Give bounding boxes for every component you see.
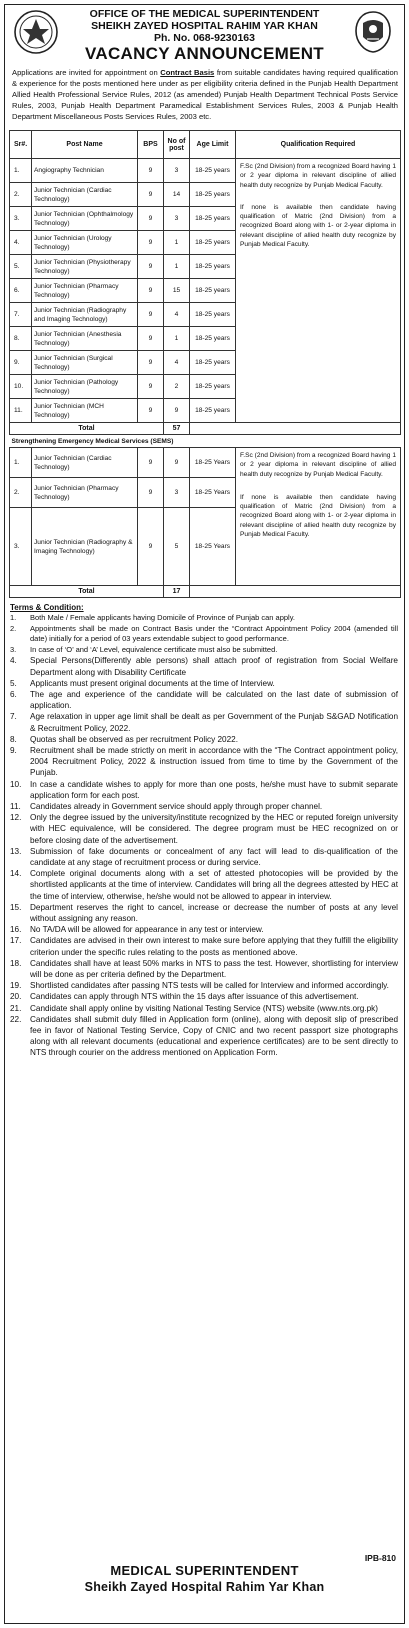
row-bps: 9 xyxy=(138,303,164,327)
sems-total-value: 17 xyxy=(164,586,190,598)
term-number: 18. xyxy=(10,958,22,968)
term-number: 4. xyxy=(10,656,17,666)
term-item xyxy=(10,846,398,868)
term-text: Applicants must present original documents at the time of Interview. xyxy=(30,678,275,688)
row-sr: 3. xyxy=(10,207,32,231)
row-age-limit: 18-25 years xyxy=(190,399,236,423)
row-bps: 9 xyxy=(138,279,164,303)
row-age-limit: 18-25 Years xyxy=(190,478,236,508)
row-sr: 4. xyxy=(10,231,32,255)
table-row xyxy=(10,448,401,478)
term-text: Candidate shall apply online by visiting National Testing Service (NTS) website (www.nts.org.pk) xyxy=(30,1003,378,1013)
office-title: OFFICE OF THE MEDICAL SUPERINTENDENT xyxy=(89,8,320,20)
footer xyxy=(5,1553,404,1623)
term-number: 10. xyxy=(10,779,22,789)
term-item xyxy=(10,779,398,801)
row-bps: 9 xyxy=(138,231,164,255)
term-text: No TA/DA will be allowed for appearance in any test or interview. xyxy=(30,925,264,935)
term-text: Complete original documents along with a set of attested photocopies will be provided by the shortlisted applicants at the time of interview. Candidates will bring all the degrees attested by HEC at the time of interview, otherwise, he/she would not be allowed to appear in interview. xyxy=(30,869,398,901)
row-sr: 2. xyxy=(10,183,32,207)
row-age-limit: 18-25 years xyxy=(190,231,236,255)
row-sr: 3. xyxy=(10,508,32,586)
row-age-limit: 18-25 years xyxy=(190,375,236,399)
row-no-of-post: 15 xyxy=(164,279,190,303)
term-item xyxy=(10,935,398,957)
table-row xyxy=(10,159,401,183)
row-post-name: Junior Technician (Urology Technology) xyxy=(32,231,138,255)
sems-section-row xyxy=(10,435,401,448)
sems-title: Strengthening Emergency Medical Services (SEMS) xyxy=(10,435,401,448)
row-no-of-post: 1 xyxy=(164,255,190,279)
ipb-number: IPB-810 xyxy=(364,1553,396,1563)
term-item xyxy=(10,645,398,656)
row-post-name: Junior Technician (Pharmacy Technology) xyxy=(32,478,138,508)
term-text: Special Persons(Differently able persons) shall attach proof of registration from Social Welfare Department along with Disability Certificate xyxy=(30,656,398,677)
row-bps: 9 xyxy=(138,159,164,183)
term-item xyxy=(10,902,398,924)
term-item xyxy=(10,678,398,689)
sems-total-row xyxy=(10,586,401,598)
term-number: 7. xyxy=(10,712,17,722)
term-text: Submission of fake documents or concealment of any fact will lead to dis-qualification of the candidate at any stage of recruitment process or during service. xyxy=(30,846,398,868)
total-label: Total xyxy=(10,423,164,435)
term-item xyxy=(10,734,398,745)
row-bps: 9 xyxy=(138,399,164,423)
term-number: 12. xyxy=(10,813,22,823)
row-no-of-post: 9 xyxy=(164,448,190,478)
row-no-of-post: 3 xyxy=(164,478,190,508)
term-text: Candidates shall submit duly filled in Application form (online), along with deposit slip of prescribed fee in favor of National Testing Service, Copy of CNIC and two recent passport size photographs along with all relevant documents (educational and experience certificates) are to be sent directly to NTS through courier on the address mentioned on Application Form. xyxy=(30,1014,398,1058)
row-age-limit: 18-25 years xyxy=(190,159,236,183)
term-number: 5. xyxy=(10,678,17,688)
row-sr: 2. xyxy=(10,478,32,508)
row-age-limit: 18-25 years xyxy=(190,279,236,303)
term-text: The age and experience of the candidate will be calculated on the last date of submission of application. xyxy=(30,689,398,711)
term-number: 16. xyxy=(10,925,22,935)
row-age-limit: 18-25 years xyxy=(190,183,236,207)
terms-title: Terms & Condition: xyxy=(10,603,84,612)
term-text: Only the degree issued by the university/institute recognized by the HEC or reputed foreign university with HEC equivalence, will be considered. The degree program must be HEC recognized on or before closing date of the advertisement. xyxy=(30,813,398,845)
row-bps: 9 xyxy=(138,478,164,508)
term-item xyxy=(10,991,398,1002)
term-item xyxy=(10,980,398,991)
term-item xyxy=(10,624,398,645)
term-number: 1. xyxy=(10,613,17,622)
row-sr: 1. xyxy=(10,448,32,478)
term-item xyxy=(10,868,398,902)
term-item xyxy=(10,924,398,935)
hospital-name: SHEIKH ZAYED HOSPITAL RAHIM YAR KHAN xyxy=(91,20,318,32)
terms-list xyxy=(10,613,398,1059)
sems-qualification-cell xyxy=(236,448,401,586)
row-age-limit: 18-25 years xyxy=(190,255,236,279)
row-no-of-post: 9 xyxy=(164,399,190,423)
row-post-name: Junior Technician (Radiography and Imaging Technology) xyxy=(32,303,138,327)
row-sr: 7. xyxy=(10,303,32,327)
total-row xyxy=(10,423,401,435)
term-text: Candidates shall have at least 50% marks in NTS to pass the test. However, shortlisting for interview will be done as per criteria defined by the Department. xyxy=(30,958,398,980)
qualification-cell xyxy=(236,159,401,423)
term-number: 13. xyxy=(10,846,22,856)
term-item xyxy=(10,613,398,624)
term-text: Recruitment shall be made strictly on merit in accordance with the “The Contract appointment policy, 2004 Recruitment Policy, 2022 & instruction issued from time to time by the Government of the Punjab. xyxy=(30,746,398,778)
term-number: 14. xyxy=(10,869,22,879)
header xyxy=(5,5,404,67)
term-item xyxy=(10,745,398,779)
row-post-name: Junior Technician (Ophthalmology Technology) xyxy=(32,207,138,231)
col-sr: Sr#. xyxy=(10,131,32,159)
row-bps: 9 xyxy=(138,255,164,279)
hospital-emblem-icon xyxy=(13,9,59,55)
row-no-of-post: 1 xyxy=(164,231,190,255)
row-no-of-post: 5 xyxy=(164,508,190,586)
sems-qualification-primary: F.Sc (2nd Division) from a recognized Board having 1 or 2 year diploma in relevant discipline of allied health duty recognize by Punjab Medical Faculty. xyxy=(240,452,396,478)
signatory-title: MEDICAL SUPERINTENDENT xyxy=(110,1563,299,1578)
row-bps: 9 xyxy=(138,183,164,207)
row-post-name: Junior Technician (MCH Technology) xyxy=(32,399,138,423)
terms-section xyxy=(5,602,404,1059)
term-text: Quotas shall be observed as per recruitment Policy 2022. xyxy=(30,734,238,744)
col-post-name: Post Name xyxy=(32,131,138,159)
advertisement-page xyxy=(4,4,405,1624)
row-post-name: Junior Technician (Pathology Technology) xyxy=(32,375,138,399)
term-item xyxy=(10,689,398,711)
term-number: 9. xyxy=(10,746,17,755)
row-no-of-post: 3 xyxy=(164,159,190,183)
term-number: 3. xyxy=(10,644,17,654)
term-number: 20. xyxy=(10,992,22,1002)
term-text: In case of ‘O’ and ‘A’ Level, equivalence certificate must also be submitted. xyxy=(30,644,278,654)
row-post-name: Junior Technician (Pharmacy Technology) xyxy=(32,279,138,303)
qualification-primary: F.Sc (2nd Division) from a recognized Board having 1 or 2 year diploma in relevant discipline of allied health duty recognize by Punjab Medical Faculty. xyxy=(240,163,396,189)
term-item xyxy=(10,711,398,733)
term-item xyxy=(10,655,398,677)
row-age-limit: 18-25 Years xyxy=(190,448,236,478)
row-post-name: Junior Technician (Cardiac Technology) xyxy=(32,448,138,478)
sems-qualification-alternative: If none is available then candidate having qualification of Matric (2nd Division) from a recognized Board along with 1- or 2-year diploma in relevant discipline of allied health duty recognize by Punjab Medical Faculty. xyxy=(240,493,396,539)
row-bps: 9 xyxy=(138,508,164,586)
row-sr: 6. xyxy=(10,279,32,303)
row-sr: 11. xyxy=(10,399,32,423)
row-no-of-post: 4 xyxy=(164,303,190,327)
row-post-name: Junior Technician (Cardiac Technology) xyxy=(32,183,138,207)
term-item xyxy=(10,1003,398,1014)
row-age-limit: 18-25 Years xyxy=(190,508,236,586)
row-no-of-post: 4 xyxy=(164,351,190,375)
term-number: 22. xyxy=(10,1014,22,1024)
row-no-of-post: 14 xyxy=(164,183,190,207)
row-sr: 8. xyxy=(10,327,32,351)
row-bps: 9 xyxy=(138,448,164,478)
row-sr: 1. xyxy=(10,159,32,183)
term-item xyxy=(10,812,398,846)
row-no-of-post: 3 xyxy=(164,207,190,231)
row-no-of-post: 1 xyxy=(164,327,190,351)
row-bps: 9 xyxy=(138,351,164,375)
term-text: Shortlisted candidates after passing NTS tests will be called for Interview and informed accordingly. xyxy=(30,981,389,991)
sems-total-label: Total xyxy=(10,586,164,598)
row-post-name: Junior Technician (Radiography & Imaging Technology) xyxy=(32,508,138,586)
col-no-of-post: No of post xyxy=(164,131,190,159)
total-value: 57 xyxy=(164,423,190,435)
term-text: Appointments shall be made on Contract Basis under the “Contract Appointment Policy 2004 (amended till date) initially for a period of 03 years extendable subject to good performance. xyxy=(30,623,398,644)
row-age-limit: 18-25 years xyxy=(190,303,236,327)
term-text: Both Male / Female applicants having Domicile of Province of Punjab can apply. xyxy=(30,613,296,622)
col-bps: BPS xyxy=(138,131,164,159)
term-number: 8. xyxy=(10,734,17,744)
row-age-limit: 18-25 years xyxy=(190,327,236,351)
term-number: 19. xyxy=(10,981,22,991)
page-title: VACANCY ANNOUNCEMENT xyxy=(85,44,324,63)
row-no-of-post: 2 xyxy=(164,375,190,399)
term-number: 21. xyxy=(10,1003,22,1013)
term-item xyxy=(10,1014,398,1059)
vacancy-table xyxy=(9,130,401,598)
term-text: Department reserves the right to cancel, increase or decrease the number of posts at any level without assigning any reason. xyxy=(30,902,398,924)
row-bps: 9 xyxy=(138,207,164,231)
row-bps: 9 xyxy=(138,327,164,351)
term-text: Age relaxation in upper age limit shall be dealt as per Government of the Punjab S&GAD Notification & Recruitment Policy, 2022. xyxy=(30,712,398,733)
row-sr: 10. xyxy=(10,375,32,399)
punjab-government-seal-icon xyxy=(350,9,396,55)
term-text: Candidates can apply through NTS within the 15 days after issuance of this advertisement. xyxy=(30,992,359,1002)
row-post-name: Junior Technician (Anesthesia Technology) xyxy=(32,327,138,351)
phone-number: Ph. No. 068-9230163 xyxy=(154,32,255,44)
row-post-name: Junior Technician (Surgical Technology) xyxy=(32,351,138,375)
row-post-name: Angiography Technician xyxy=(32,159,138,183)
term-text: Candidates already in Government service should apply through proper channel. xyxy=(30,802,323,812)
row-bps: 9 xyxy=(138,375,164,399)
qualification-alternative: If none is available then candidate having qualification of Matric (2nd Division) from a recognized Board along with 1- or 2-year diploma in relevant discipline of allied health duty recognize by Punjab Medical Faculty. xyxy=(240,203,396,249)
row-post-name: Junior Technician (Physiotherapy Technology) xyxy=(32,255,138,279)
intro-paragraph: Applications are invited for appointment on Contract Basis from suitable candidates having required qualification & experience for the posts mentioned here under as per eligibility criteria defined in the Punjab Health Department Allied Health Professional Service Rules, 2012 (as amended) Punjab Health Department Technical Posts Service Rules, 2003, Punjab Health Department Paramedical Establishment Services Rules, 2003 & Punjab Health Department Miscellaneous Posts Services Rules, 2003 etc. xyxy=(12,68,398,121)
table-header-row xyxy=(10,131,401,159)
row-age-limit: 18-25 years xyxy=(190,351,236,375)
row-age-limit: 18-25 years xyxy=(190,207,236,231)
term-number: 6. xyxy=(10,689,17,699)
term-number: 17. xyxy=(10,936,22,946)
col-qualification: Qualification Required xyxy=(236,131,401,159)
row-sr: 9. xyxy=(10,351,32,375)
col-age-limit: Age Limit xyxy=(190,131,236,159)
contract-basis: Contract Basis xyxy=(160,68,215,77)
row-sr: 5. xyxy=(10,255,32,279)
signatory-hospital: Sheikh Zayed Hospital Rahim Yar Khan xyxy=(84,1580,325,1594)
term-number: 2. xyxy=(10,623,17,633)
term-item xyxy=(10,958,398,980)
term-number: 11. xyxy=(10,802,21,812)
term-number: 15. xyxy=(10,902,22,912)
term-text: In case a candidate wishes to apply for more than one posts, he/she must have to submit separate application form for each post. xyxy=(30,779,398,800)
term-text: Candidates are advised in their own interest to make sure before applying that they fulfill the eligibility criterion under the specific rules relating to the posts as mentioned above. xyxy=(30,936,398,957)
term-item xyxy=(10,801,398,812)
